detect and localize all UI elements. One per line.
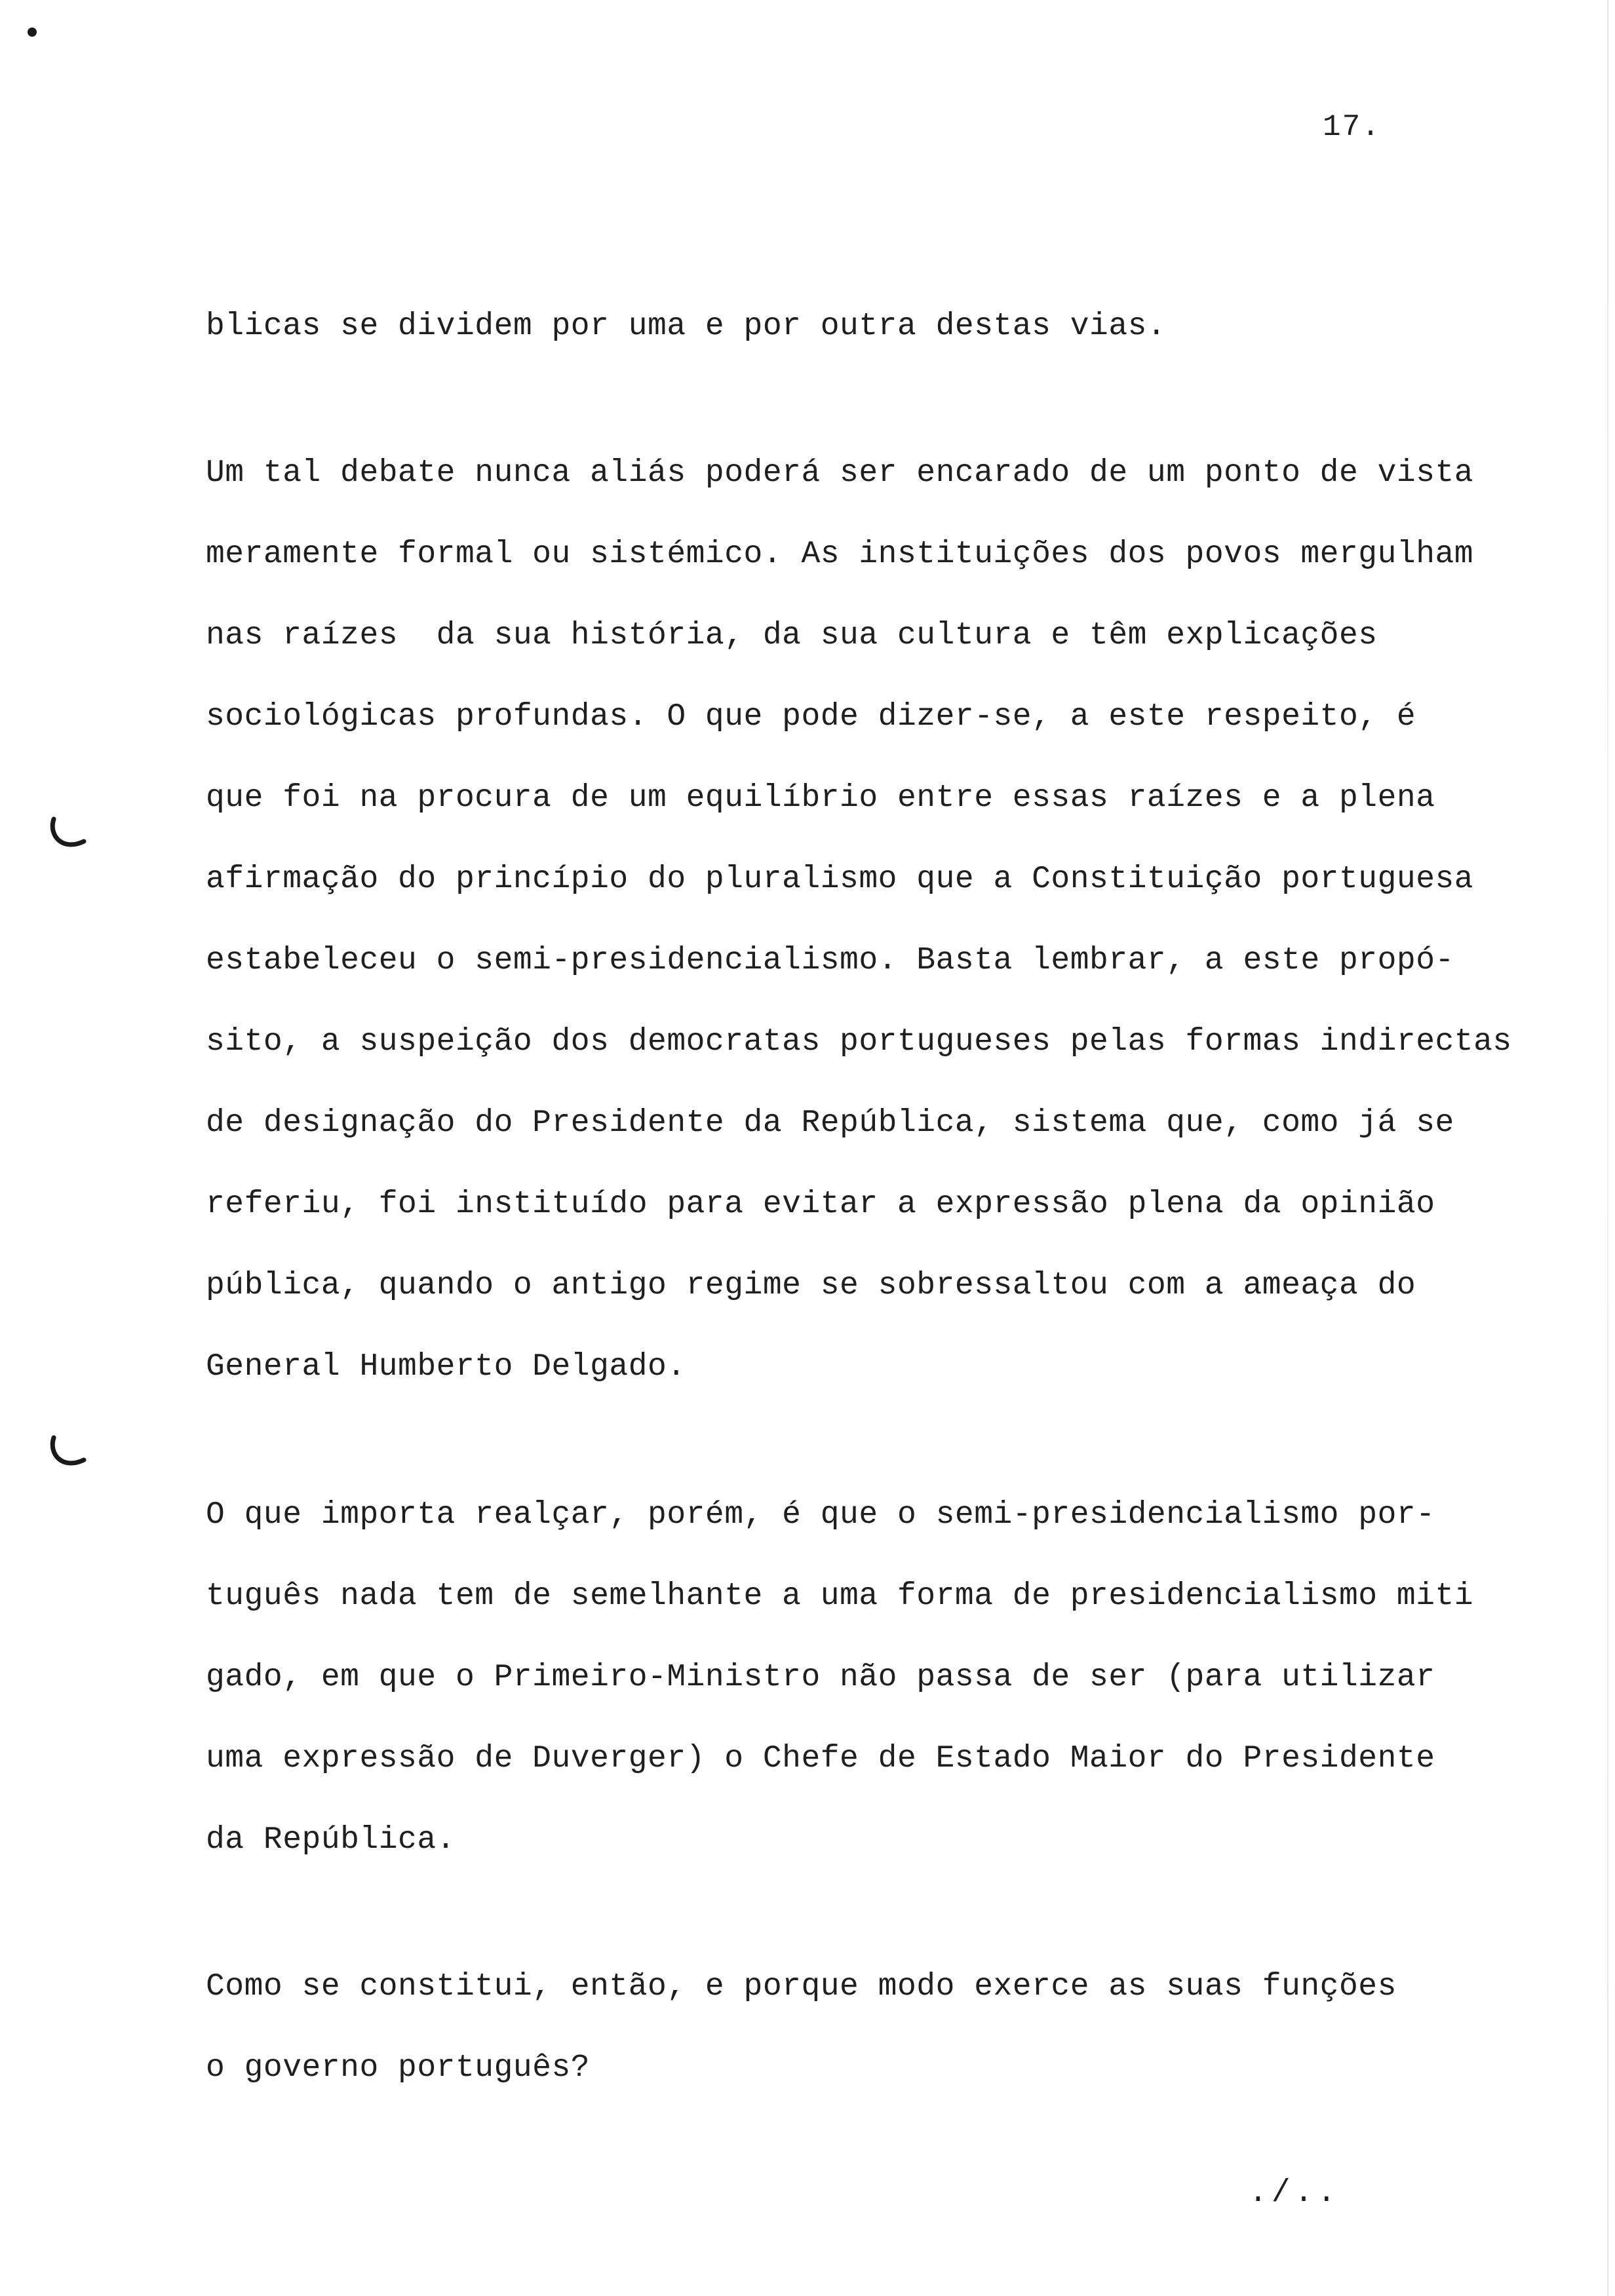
text-line: tuguês nada tem de semelhante a uma forma de presidencialismo miti	[206, 1578, 1474, 1614]
text-line: referiu, foi instituído para evitar a expressão plena da opinião	[206, 1187, 1435, 1222]
page-number: 17.	[1323, 110, 1381, 144]
scan-edge-line	[1607, 0, 1608, 2296]
text-line: nas raízes da sua história, da sua cultura e têm explicações	[206, 618, 1378, 653]
text-line: sociológicas profundas. O que pode dizer-se, a este respeito, é	[206, 699, 1416, 735]
text-line: O que importa realçar, porém, é que o semi-presidencialismo por-	[206, 1497, 1435, 1533]
text-line: sito, a suspeição dos democratas portugueses pelas formas indirectas	[206, 1024, 1512, 1060]
punch-hole-mark-upper	[47, 815, 88, 856]
punch-hole-mark-lower	[47, 1434, 88, 1474]
text-line: o governo português?	[206, 2050, 591, 2086]
text-line: blicas se dividem por uma e por outra destas vias.	[206, 309, 1167, 344]
ink-dot-mark	[28, 28, 37, 37]
continuation-mark: ./..	[1249, 2175, 1340, 2211]
text-line: da República.	[206, 1822, 456, 1858]
text-line: afirmação do princípio do pluralismo que a Constituição portuguesa	[206, 862, 1474, 897]
text-line: Um tal debate nunca aliás poderá ser encarado de um ponto de vista	[206, 455, 1474, 491]
text-line: que foi na procura de um equilíbrio entre essas raízes e a plena	[206, 780, 1435, 816]
text-line: pública, quando o antigo regime se sobressaltou com a ameaça do	[206, 1268, 1416, 1303]
text-line: uma expressão de Duverger) o Chefe de Estado Maior do Presidente	[206, 1741, 1435, 1776]
text-line: meramente formal ou sistémico. As instituições dos povos mergulham	[206, 537, 1474, 572]
text-line: Como se constitui, então, e porque modo exerce as suas funções	[206, 1969, 1397, 2004]
text-line: estabeleceu o semi-presidencialismo. Basta lembrar, a este propó-	[206, 943, 1454, 978]
text-line: gado, em que o Primeiro-Ministro não passa de ser (para utilizar	[206, 1660, 1435, 1695]
text-line: General Humberto Delgado.	[206, 1349, 686, 1385]
text-line: de designação do Presidente da República, sistema que, como já se	[206, 1105, 1454, 1141]
